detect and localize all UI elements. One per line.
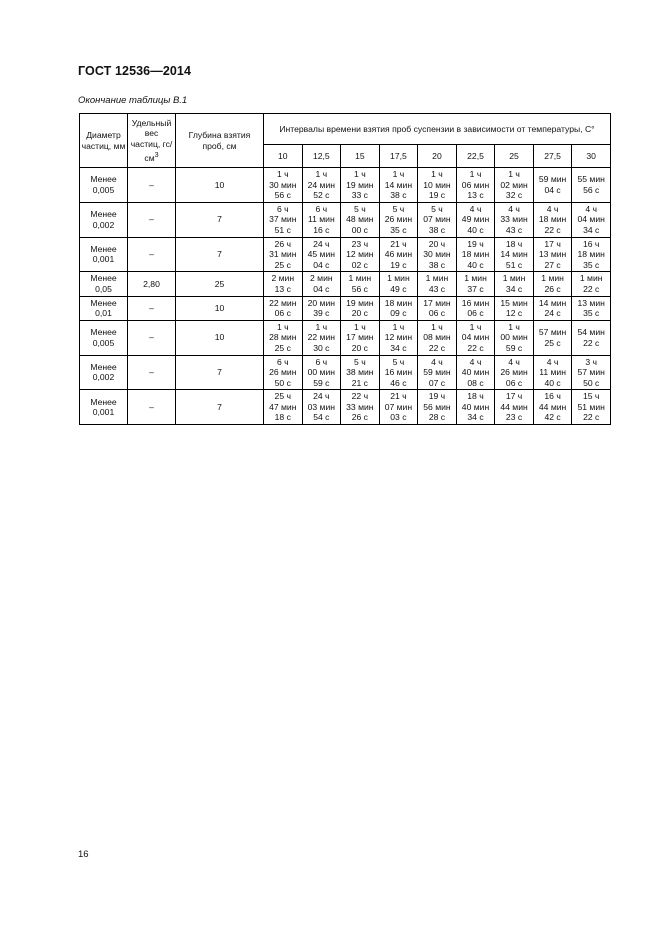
interval-cell: 23 ч 12 мин 02 с [341,237,380,272]
interval-cell: 1 ч 17 мин 20 с [341,320,380,355]
page-number: 16 [78,849,89,860]
interval-cell: 2 мин 13 с [264,272,303,296]
header-weight-sup: 3 [154,150,159,159]
temperature-header: 22,5 [456,145,495,168]
diameter-cell: Менее 0,05 [80,272,128,296]
interval-cell: 6 ч 11 мин 16 с [302,202,341,237]
diameter-cell: Менее 0,005 [80,168,128,203]
interval-cell: 1 ч 12 мин 34 с [379,320,418,355]
table-row [80,272,611,296]
interval-cell: 5 ч 07 мин 38 с [418,202,457,237]
depth-cell: 7 [176,390,264,425]
weight-cell: – [128,237,176,272]
table-row [80,237,611,272]
temperature-header: 30 [572,145,611,168]
interval-cell: 4 ч 11 мин 40 с [533,355,572,390]
interval-cell: 16 ч 44 мин 42 с [533,390,572,425]
interval-cell: 1 ч 04 мин 22 с [456,320,495,355]
interval-cell: 2 мин 04 с [302,272,341,296]
temperature-header: 17,5 [379,145,418,168]
interval-cell: 17 ч 44 мин 23 с [495,390,534,425]
interval-cell: 4 ч 04 мин 34 с [572,202,611,237]
interval-cell: 6 ч 26 мин 50 с [264,355,303,390]
depth-cell: 10 [176,168,264,203]
depth-cell: 10 [176,296,264,320]
interval-cell: 1 ч 28 мин 25 с [264,320,303,355]
interval-cell: 21 ч 07 мин 03 с [379,390,418,425]
table-row [80,320,611,355]
interval-cell: 22 ч 33 мин 26 с [341,390,380,425]
diameter-cell: Менее 0,01 [80,296,128,320]
interval-cell: 1 ч 30 мин 56 с [264,168,303,203]
interval-cell: 19 ч 18 мин 40 с [456,237,495,272]
interval-cell: 22 мин 06 с [264,296,303,320]
interval-cell: 1 ч 22 мин 30 с [302,320,341,355]
header-depth: Глубина взятия проб, см [176,114,264,168]
diameter-cell: Менее 0,001 [80,237,128,272]
depth-cell: 25 [176,272,264,296]
interval-cell: 5 ч 48 мин 00 с [341,202,380,237]
table-row [80,355,611,390]
interval-cell: 1 ч 14 мин 38 с [379,168,418,203]
interval-cell: 17 мин 06 с [418,296,457,320]
interval-cell: 25 ч 47 мин 18 с [264,390,303,425]
diameter-cell: Менее 0,001 [80,390,128,425]
interval-cell: 59 мин 04 с [533,168,572,203]
interval-cell: 19 ч 56 мин 28 с [418,390,457,425]
weight-cell: – [128,168,176,203]
interval-cell: 20 мин 39 с [302,296,341,320]
table-caption: Окончание таблицы В.1 [78,95,188,106]
header-row [80,114,611,145]
temperature-header: 12,5 [302,145,341,168]
interval-cell: 6 ч 00 мин 59 с [302,355,341,390]
weight-cell: – [128,202,176,237]
interval-cell: 1 мин 49 с [379,272,418,296]
table-row [80,168,611,203]
interval-cell: 5 ч 26 мин 35 с [379,202,418,237]
diameter-cell: Менее 0,002 [80,202,128,237]
depth-cell: 7 [176,237,264,272]
depth-cell: 10 [176,320,264,355]
temperature-header: 27,5 [533,145,572,168]
table-row [80,202,611,237]
depth-cell: 7 [176,355,264,390]
interval-cell: 24 ч 45 мин 04 с [302,237,341,272]
interval-cell: 19 мин 20 с [341,296,380,320]
interval-cell: 14 мин 24 с [533,296,572,320]
interval-cell: 4 ч 18 мин 22 с [533,202,572,237]
table-body [80,168,611,425]
interval-cell: 1 мин 34 с [495,272,534,296]
interval-cell: 16 мин 06 с [456,296,495,320]
interval-cell: 4 ч 33 мин 43 с [495,202,534,237]
diameter-cell: Менее 0,005 [80,320,128,355]
interval-cell: 16 ч 18 мин 35 с [572,237,611,272]
interval-cell: 15 мин 12 с [495,296,534,320]
data-table [79,113,611,425]
interval-cell: 5 ч 16 мин 46 с [379,355,418,390]
interval-cell: 55 мин 56 с [572,168,611,203]
table-row [80,296,611,320]
interval-cell: 1 ч 08 мин 22 с [418,320,457,355]
interval-cell: 18 ч 14 мин 51 с [495,237,534,272]
header-weight-text: Удельный вес частиц, гс/см [130,117,173,163]
interval-cell: 54 мин 22 с [572,320,611,355]
interval-cell: 1 ч 00 мин 59 с [495,320,534,355]
interval-cell: 1 ч 10 мин 19 с [418,168,457,203]
weight-cell: – [128,355,176,390]
interval-cell: 1 мин 43 с [418,272,457,296]
depth-cell: 7 [176,202,264,237]
weight-cell: – [128,296,176,320]
temperature-header: 20 [418,145,457,168]
temperature-header: 15 [341,145,380,168]
interval-cell: 1 мин 56 с [341,272,380,296]
interval-cell: 5 ч 38 мин 21 с [341,355,380,390]
interval-cell: 21 ч 46 мин 19 с [379,237,418,272]
diameter-cell: Менее 0,002 [80,355,128,390]
header-weight [128,114,176,168]
interval-cell: 26 ч 31 мин 25 с [264,237,303,272]
interval-cell: 57 мин 25 с [533,320,572,355]
interval-cell: 4 ч 49 мин 40 с [456,202,495,237]
interval-cell: 1 мин 22 с [572,272,611,296]
header-diameter: Диаметр частиц, мм [80,114,128,168]
interval-cell: 13 мин 35 с [572,296,611,320]
interval-cell: 4 ч 26 мин 06 с [495,355,534,390]
header-intervals: Интервалы времени взятия проб суспензии в зависимости от температуры, С° [264,114,611,145]
interval-cell: 1 ч 24 мин 52 с [302,168,341,203]
weight-cell: – [128,320,176,355]
interval-cell: 1 ч 02 мин 32 с [495,168,534,203]
interval-cell: 1 ч 06 мин 13 с [456,168,495,203]
weight-cell: – [128,390,176,425]
interval-cell: 18 мин 09 с [379,296,418,320]
interval-cell: 18 ч 40 мин 34 с [456,390,495,425]
document-header: ГОСТ 12536—2014 [78,64,192,78]
interval-cell: 1 мин 26 с [533,272,572,296]
weight-cell: 2,80 [128,272,176,296]
interval-cell: 1 мин 37 с [456,272,495,296]
interval-cell: 20 ч 30 мин 38 с [418,237,457,272]
interval-cell: 4 ч 59 мин 07 с [418,355,457,390]
interval-cell: 6 ч 37 мин 51 с [264,202,303,237]
interval-cell: 1 ч 19 мин 33 с [341,168,380,203]
interval-cell: 4 ч 40 мин 08 с [456,355,495,390]
table-row [80,390,611,425]
interval-cell: 15 ч 51 мин 22 с [572,390,611,425]
temperature-header: 10 [264,145,303,168]
interval-cell: 17 ч 13 мин 27 с [533,237,572,272]
interval-cell: 3 ч 57 мин 50 с [572,355,611,390]
interval-cell: 24 ч 03 мин 54 с [302,390,341,425]
temperature-header: 25 [495,145,534,168]
